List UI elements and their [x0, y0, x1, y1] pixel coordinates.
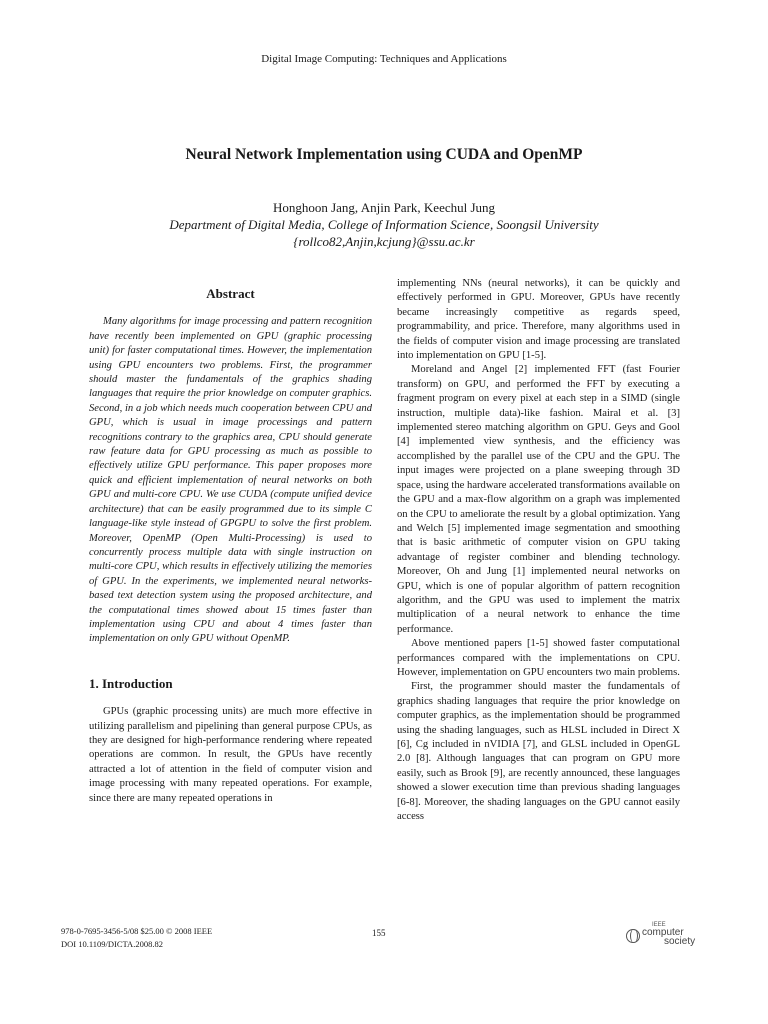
paper-title: Neural Network Implementation using CUDA and OpenMP — [185, 146, 583, 163]
footer-isbn: 978-0-7695-3456-5/08 $25.00 © 2008 IEEE — [61, 926, 213, 936]
conference-header: Digital Image Computing: Techniques and Applications — [261, 53, 507, 65]
footer-doi: DOI 10.1109/DICTA.2008.82 — [61, 939, 163, 949]
globe-icon — [626, 929, 640, 943]
author-names: Honghoon Jang, Anjin Park, Keechul Jung — [272, 200, 496, 215]
logo-wordmark — [642, 928, 695, 946]
right-paragraph-2: Moreland and Angel [2] implemented FFT (fast Fourier transform) on GPU, and performed the FFT by executing a fragment program on every pixel at each step in a SIMD (single instruction, multiple data)-like fashion. Mairal et al. [3] implemented stereo matching algorithm on GPU. Geys and Gool [4] implemented view synthesis, and the efficiency was accomplished by the parallel use of the CPU and the GPU. The input images were projected on a plane sweeping through 3D space, using the hardware accelerated transformations available on the GPU and a max-flow algorithm on a graph was implemented on the CPU to ameliorate the result by a global optimization. Yang and Welch [5] implemented image segmentation and smoothing that is basic arithmetic of computer vision on GPU taking advantage of register combiner and blending technology. Moreover, Oh and Jung [1] implemented neural networks on GPU, which is one of popular algorithm of pattern recognition algorithm, and the GPU was used to implement the matrix multiplication of a neural network to enhance the time performance. — [397, 364, 680, 635]
abstract-text: Many algorithms for image processing and pattern recognition have recently been implemented on GPU (graphic processing unit) for faster computational times. However, the implementation using GPU encounters two problems. First, the programmer should master the fundamentals of the graphics shading languages that require the prior knowledge on computer graphics. Second, in a job which needs much cooperation between CPU and GPU, which is usual in image processings and pattern recognitions contrary to the graphics area, CPU should generate raw feature data for GPU processing as much as possible to effectively utilize GPU performance. This paper proposes more quick and efficient implementation of neural networks on both GPU and multi-core CPU. We use CUDA (compute unified device architecture) that can be easily programmed due to its simple C language-like style instead of GPGPU to solve the first problem. Moreover, OpenMP (Open Multi-Processing) is used to concurrently process multiple data with single instruction on multi-core CPU, which results in effectively utilizing the memories of GPU. In the experiments, we implemented neural networks-based text detection system using the proposed architecture, and the computational times showed about 15 times faster than implementation using CPU and about 4 times faster than implementation on only GPU without OpenMP. — [89, 316, 372, 645]
ieee-computer-society-logo — [622, 920, 708, 950]
introduction-heading: 1. Introduction — [89, 675, 173, 691]
affiliation: Department of Digital Media, College of Information Science, Soongsil University — [169, 217, 599, 232]
logo-line-2: society — [664, 936, 696, 947]
right-paragraph-4: First, the programmer should master the fundamentals of graphics shading languages that require the prior knowledge on computer graphics, as the implementation should be programmed using the shading languages, such as HLSL included in Direct X [6], Cg included in nVIDIA [7], and GLSL included in OpenGL 2.0 [8]. Although languages that can program on GPU more easily, such as Brook [9], are recently announced, these languages showed a slower execution time than previous shading languages [6-8]. Moreover, the shading languages on the GPU cannot easily access — [397, 681, 680, 823]
author-block — [0, 199, 768, 250]
introduction-paragraph-1: GPUs (graphic processing units) are much more effective in utilizing parallelism and pipelining than general purpose CPUs, as they are designed for high-performance rendering where repeated operations are common. In result, the GPUs have recently attracted a lot of attention in the field of computer vision and image processing with many repeated operations. For example, since there are many repeated operations in — [89, 706, 372, 804]
logo-ieee-text: IEEE — [652, 922, 666, 928]
email: {rollco82,Anjin,kcjung}@ssu.ac.kr — [293, 234, 475, 249]
footer-citation — [61, 925, 212, 951]
left-column — [89, 287, 372, 806]
logo-line-1: computer — [642, 927, 684, 938]
right-paragraph-3: Above mentioned papers [1-5] showed faster computational performances compared with the implementations on CPU. However, implementation on GPU encounters two main problems. — [397, 638, 680, 678]
page-number: 155 — [372, 928, 386, 938]
right-paragraph-1: implementing NNs (neural networks), it can be quickly and effectively performed in GPU. Moreover, GPUs have recently became increasingly competitive as regards speed, programmability, and price. Therefore, many algorithms used in the fields of computer vision and image processing are translated into implementation on GPU [1-5]. — [397, 278, 680, 362]
abstract-heading: Abstract — [206, 286, 255, 301]
right-column — [397, 277, 680, 824]
